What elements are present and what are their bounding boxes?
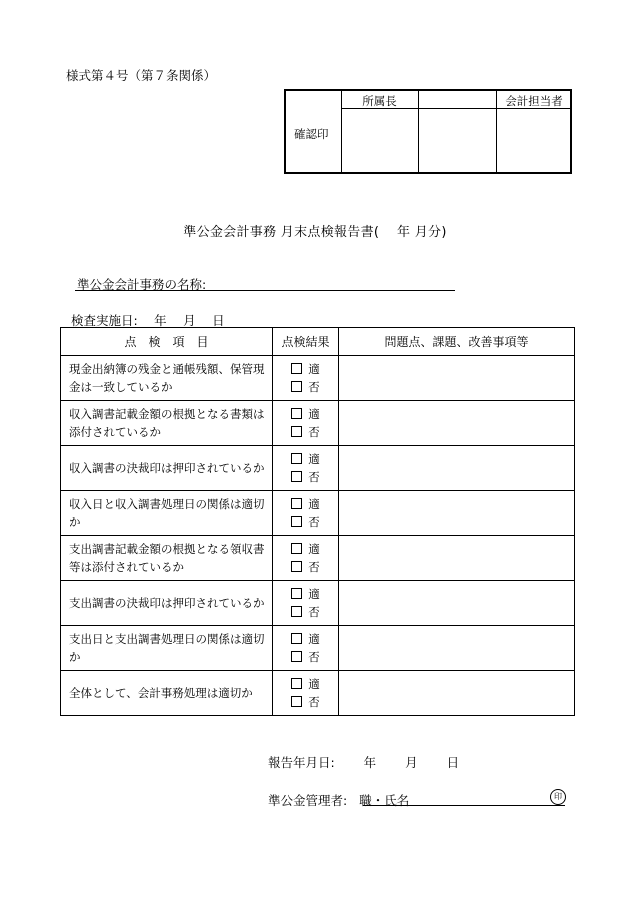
issues-notes-cell[interactable] <box>339 491 575 536</box>
inspection-item-text: 全体として、会計事務処理は適切か <box>69 686 253 700</box>
result-option-ok[interactable] <box>273 675 338 693</box>
result-cell <box>273 626 339 671</box>
result-option-ok[interactable] <box>273 405 338 423</box>
inspection-item-text: 収入日と収入調書処理日の関係は適切か <box>69 497 265 529</box>
table-row <box>61 671 575 716</box>
inspection-item-cell <box>61 581 273 626</box>
office-name-label: 準公金会計事務の名称: <box>77 277 207 292</box>
result-cell <box>273 581 339 626</box>
issues-notes-cell[interactable] <box>339 536 575 581</box>
inspection-item-text: 支出調書記載金額の根拠となる領収書等は添付されているか <box>69 542 265 574</box>
table-row <box>61 401 575 446</box>
issues-notes-cell[interactable] <box>339 401 575 446</box>
result-cell <box>273 491 339 536</box>
checkbox[interactable] <box>291 408 302 419</box>
result-cell <box>273 446 339 491</box>
inspection-item-cell <box>61 401 273 446</box>
result-option-ng[interactable] <box>273 558 338 576</box>
option-label: 適 <box>308 677 320 691</box>
table-row <box>61 491 575 536</box>
option-label: 適 <box>308 452 320 466</box>
result-cell <box>273 671 339 716</box>
inspection-item-cell <box>61 536 273 581</box>
option-label: 否 <box>308 695 320 709</box>
checkbox[interactable] <box>291 651 302 662</box>
checklist-table <box>60 327 575 716</box>
table-row <box>61 536 575 581</box>
inspection-item-cell <box>61 671 273 716</box>
result-option-ng[interactable] <box>273 423 338 441</box>
result-cell <box>273 401 339 446</box>
checkbox[interactable] <box>291 633 302 644</box>
report-date: 報告年月日: 年 月 日 <box>268 755 460 770</box>
result-option-ng[interactable] <box>273 603 338 621</box>
checkbox[interactable] <box>291 426 302 437</box>
result-option-ok[interactable] <box>273 630 338 648</box>
issues-notes-cell[interactable] <box>339 671 575 716</box>
checkbox[interactable] <box>291 363 302 374</box>
confirmation-stamp-box <box>284 89 572 174</box>
result-option-ng[interactable] <box>273 648 338 666</box>
inspection-item-cell <box>61 446 273 491</box>
stamp-column-label: 会計担当者 <box>505 94 563 108</box>
result-option-ng[interactable] <box>273 468 338 486</box>
stamp-side-label: 確認印 <box>294 127 329 141</box>
checkbox[interactable] <box>291 498 302 509</box>
checkbox[interactable] <box>291 453 302 464</box>
option-label: 否 <box>308 515 320 529</box>
result-cell <box>273 356 339 401</box>
option-label: 適 <box>308 407 320 421</box>
option-label: 適 <box>308 497 320 511</box>
manager-label: 準公金管理者: <box>268 793 348 808</box>
option-label: 否 <box>308 650 320 664</box>
result-option-ok[interactable] <box>273 450 338 468</box>
checkbox[interactable] <box>291 543 302 554</box>
issues-notes-cell[interactable] <box>339 446 575 491</box>
result-option-ng[interactable] <box>273 378 338 396</box>
form-number: 様式第４号（第７条関係） <box>66 68 217 83</box>
checkbox[interactable] <box>291 678 302 689</box>
checkbox[interactable] <box>291 588 302 599</box>
checkbox[interactable] <box>291 606 302 617</box>
column-header: 点検結果 <box>273 328 339 356</box>
office-name-field-line <box>75 290 455 291</box>
result-option-ok[interactable] <box>273 585 338 603</box>
seal-mark: 印 <box>550 789 566 805</box>
result-option-ng[interactable] <box>273 513 338 531</box>
table-header-row <box>61 328 575 356</box>
option-label: 否 <box>308 380 320 394</box>
document-title: 準公金会計事務 月末点検報告書( 年 月分) <box>183 225 447 240</box>
option-label: 適 <box>308 632 320 646</box>
issues-notes-cell[interactable] <box>339 581 575 626</box>
option-label: 適 <box>308 362 320 376</box>
issues-notes-cell[interactable] <box>339 356 575 401</box>
checkbox[interactable] <box>291 561 302 572</box>
option-label: 否 <box>308 605 320 619</box>
checkbox[interactable] <box>291 696 302 707</box>
stamp-column-label: 所属長 <box>362 94 397 108</box>
option-label: 適 <box>308 542 320 556</box>
checkbox[interactable] <box>291 381 302 392</box>
inspection-item-cell <box>61 626 273 671</box>
column-header: 問題点、課題、改善事項等 <box>339 328 575 356</box>
inspection-item-text: 支出日と支出調書処理日の関係は適切か <box>69 632 265 664</box>
column-header: 点 検 項 目 <box>61 328 273 356</box>
checkbox[interactable] <box>291 516 302 527</box>
table-row <box>61 626 575 671</box>
inspection-item-text: 支出調書の決裁印は押印されているか <box>69 596 265 610</box>
option-label: 否 <box>308 470 320 484</box>
table-row <box>61 356 575 401</box>
option-label: 適 <box>308 587 320 601</box>
result-option-ng[interactable] <box>273 693 338 711</box>
inspection-item-text: 収入調書記載金額の根拠となる書類は添付されているか <box>69 407 265 439</box>
manager-name-underline <box>363 805 565 806</box>
checkbox[interactable] <box>291 471 302 482</box>
option-label: 否 <box>308 560 320 574</box>
inspection-item-text: 現金出納簿の残金と通帳残額、保管現金は一致しているか <box>69 362 265 394</box>
inspection-item-text: 収入調書の決裁印は押印されているか <box>69 461 265 475</box>
manager-signature-line <box>268 791 409 809</box>
option-label: 否 <box>308 425 320 439</box>
inspection-date: 検査実施日: 年 月 日 <box>71 313 225 328</box>
manager-name-field-label: 職・氏名 <box>359 793 410 808</box>
inspection-item-cell <box>61 356 273 401</box>
result-option-ok[interactable] <box>273 540 338 558</box>
result-cell <box>273 536 339 581</box>
table-row <box>61 581 575 626</box>
inspection-item-cell <box>61 491 273 536</box>
result-option-ok[interactable] <box>273 495 338 513</box>
issues-notes-cell[interactable] <box>339 626 575 671</box>
result-option-ok[interactable] <box>273 360 338 378</box>
table-row <box>61 446 575 491</box>
